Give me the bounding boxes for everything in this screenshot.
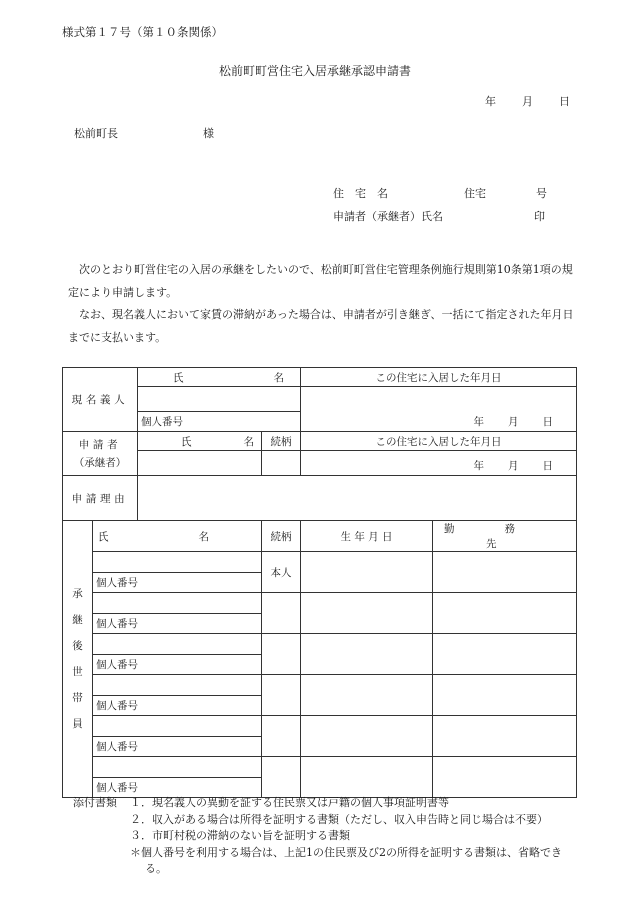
member-4-work[interactable] [433, 675, 577, 716]
current-holder-label: 現名義人 [63, 368, 138, 432]
member-2-relation[interactable] [262, 593, 301, 634]
attachment-item-3: ３．市町村税の滞納のない旨を証明する書類 [130, 829, 350, 842]
statement-paragraph-2: なお、現名義人において家賃の滞納があった場合は、申請者が引き継ぎ、一括にて指定された年月日までに支払います。 [68, 308, 574, 344]
member-4-name[interactable] [93, 675, 262, 696]
statement-paragraph-1: 次のとおり町営住宅の入居の承継をしたいので、松前町町営住宅管理条例施行規則第10条第1項の規定により申請します。 [68, 263, 573, 299]
seal-mark: 印 [534, 210, 545, 223]
date-month: 月 [522, 95, 533, 108]
member-4-personal-number[interactable]: 個人番号 [93, 696, 262, 716]
member-work-header: 勤 務先 [433, 521, 577, 552]
attachments-label: 添付書類 [73, 796, 117, 809]
applicant-movein-date[interactable]: 年 月 日 [301, 451, 577, 476]
member-3-relation[interactable] [262, 634, 301, 675]
member-6-work[interactable] [433, 757, 577, 798]
applicant-relation-header: 続柄 [262, 432, 301, 451]
applicant-relation-field[interactable] [262, 451, 301, 476]
applicant-name-header: 氏 名 [138, 432, 262, 451]
reason-field[interactable] [138, 476, 577, 521]
member-2-birth[interactable] [301, 593, 433, 634]
member-1-work[interactable] [433, 552, 577, 593]
member-3-name[interactable] [93, 634, 262, 655]
member-6-birth[interactable] [301, 757, 433, 798]
attachment-item-1: １．現名義人の異動を証する住民票又は戸籍の個人事項証明書等 [130, 796, 449, 809]
member-3-personal-number[interactable]: 個人番号 [93, 655, 262, 675]
attachment-item-2: ２．収入がある場合は所得を証明する書類（ただし、収入申告時と同じ場合は不要） [130, 812, 548, 826]
member-1-relation: 本人 [262, 552, 301, 593]
applicant-name-field[interactable] [138, 451, 262, 476]
reason-label: 申請理由 [63, 476, 138, 521]
request-statement [68, 259, 576, 349]
member-6-name[interactable] [93, 757, 262, 778]
member-4-birth[interactable] [301, 675, 433, 716]
page-title: 松前町町営住宅入居承継承認申請書 [218, 64, 411, 78]
member-relation-header: 続柄 [262, 521, 301, 552]
application-date [485, 95, 570, 108]
member-2-work[interactable] [433, 593, 577, 634]
applicant-label: 申請者 （承継者） [63, 432, 138, 476]
member-5-birth[interactable] [301, 716, 433, 757]
room-suffix: 号 [536, 187, 547, 200]
member-5-work[interactable] [433, 716, 577, 757]
house-name-label: 住 宅 名 [333, 187, 388, 200]
member-3-work[interactable] [433, 634, 577, 675]
member-4-relation[interactable] [262, 675, 301, 716]
member-2-personal-number[interactable]: 個人番号 [93, 614, 262, 634]
attachment-note: ＊個人番号を利用する場合は、上記1の住民票及び2の所得を証明する書類は、省略できる。 [130, 845, 562, 875]
attachments-list [130, 795, 575, 878]
date-year: 年 [485, 95, 496, 108]
addressee-honorific: 様 [203, 127, 214, 140]
member-birth-header: 生 年 月 日 [301, 521, 433, 552]
member-1-personal-number[interactable]: 個人番号 [93, 573, 262, 593]
application-table [62, 367, 577, 798]
member-3-birth[interactable] [301, 634, 433, 675]
member-1-name[interactable] [93, 552, 262, 573]
member-1-birth[interactable] [301, 552, 433, 593]
applicant-movein-header: この住宅に入居した年月日 [301, 432, 577, 451]
member-6-personal-number[interactable]: 個人番号 [93, 778, 262, 798]
holder-movein-header: この住宅に入居した年月日 [301, 368, 577, 387]
member-5-name[interactable] [93, 716, 262, 737]
form-number: 様式第１７号（第１０条関係） [62, 25, 223, 39]
member-5-relation[interactable] [262, 716, 301, 757]
holder-movein-date[interactable]: 年 月 日 [301, 387, 577, 432]
date-day: 日 [559, 95, 570, 108]
member-2-name[interactable] [93, 593, 262, 614]
holder-personal-number[interactable]: 個人番号 [138, 412, 301, 432]
applicant-name-label: 申請者（承継者）氏名 [333, 210, 443, 223]
addressee-name: 松前町長 [74, 127, 118, 140]
holder-name-field[interactable] [138, 387, 301, 412]
member-name-header: 氏 名 [93, 521, 262, 552]
member-6-relation[interactable] [262, 757, 301, 798]
house-suffix: 住宅 [464, 187, 486, 200]
holder-name-header: 氏 名 [138, 368, 301, 387]
household-members-label: 承 継 後 世 帯 員 [63, 521, 93, 798]
member-5-personal-number[interactable]: 個人番号 [93, 737, 262, 757]
